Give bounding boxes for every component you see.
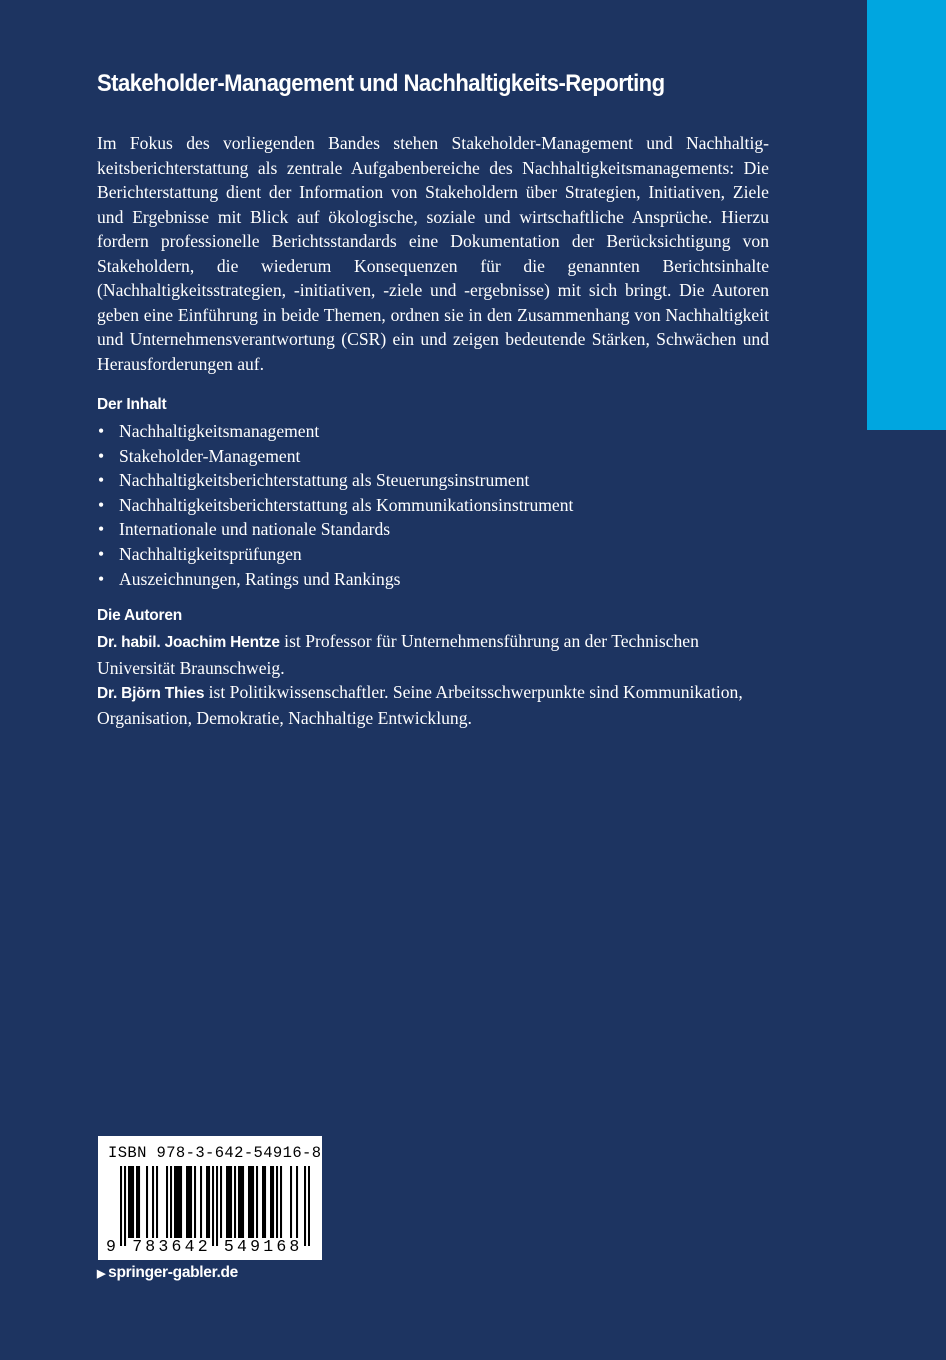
website-text: springer-gabler.de <box>108 1264 239 1281</box>
barcode-bar <box>138 1166 140 1238</box>
intro-paragraph: Im Fokus des vorliegenden Bandes stehen Stakeholder-Management und Nachhaltigkeitsberichterstattung als zentrale Aufgabenbereiche des Nachhaltigkeitsmanagements: Die Berichterstattung dient der Information von Stakeholdern über Strategien, Initiativen, Ziele und Ergebnisse mit Blick auf ökologische, soziale und wirtschaftliche Ansprüche. Hierzu fordern professionelle Berichtsstandards eine Dokumentation der Berücksichtigung von Stakeholdern, die wiederum Konsequenzen für die genannten Berichtsinhalte (Nachhaltigkeitsstrategien, -initiativen, -ziele und -ergebnisse) mit sich bringt. Die Autoren geben eine Einführung in beide Themen, ordnen sie in den Zusammenhang von Nachhaltigkeit und Unternehmensverantwortung (CSR) ein und zeigen bedeutende Stärken, Schwächen und Herausforderungen auf. <box>97 133 769 374</box>
barcode-bar <box>124 1166 126 1246</box>
barcode-bar <box>296 1166 298 1238</box>
book-title: Stakeholder-Management und Nachhaltigkeits-Reporting <box>97 70 665 97</box>
list-item <box>97 444 769 469</box>
list-item-text: Nachhaltigkeitsberichterstattung als Steuerungsinstrument <box>119 470 530 491</box>
author-entry-hentze <box>97 629 769 680</box>
list-item-text: Auszeichnungen, Ratings und Rankings <box>119 568 401 589</box>
barcode-bar <box>186 1166 188 1238</box>
barcode-bar <box>166 1166 168 1238</box>
barcode-bar <box>176 1166 178 1238</box>
contents-list <box>97 419 769 591</box>
barcode-bar <box>216 1166 218 1246</box>
bullet-icon: • <box>98 470 105 491</box>
barcode-bar <box>220 1166 222 1238</box>
barcode-bar <box>206 1166 208 1238</box>
barcode-bar <box>146 1166 148 1238</box>
barcode-bar <box>248 1166 250 1238</box>
bullet-icon: • <box>98 519 105 540</box>
list-item-text: Nachhaltigkeitsmanagement <box>119 421 320 441</box>
isbn-label: ISBN 978-3-642-54916-8 <box>108 1144 322 1162</box>
accent-bar <box>867 0 946 430</box>
barcode-bar <box>252 1166 254 1238</box>
barcode-bar <box>180 1166 182 1238</box>
authors-heading: Die Autoren <box>97 607 183 625</box>
barcode-bar <box>136 1166 138 1238</box>
list-item-text: Nachhaltigkeitsberichterstattung als Kommunikationsinstrument <box>119 494 574 515</box>
barcode-bar <box>178 1166 180 1238</box>
barcode-bar <box>208 1166 210 1238</box>
back-cover-content <box>97 70 769 731</box>
list-item-text: Internationale und nationale Standards <box>119 519 391 540</box>
ean-digits: 9 783642 549168 <box>106 1237 303 1256</box>
barcode-bar <box>234 1166 236 1238</box>
barcode-bar <box>128 1166 130 1238</box>
barcode-bar <box>276 1166 278 1238</box>
author-bio: ist Politikwissenschaftler. Seine Arbeitsschwerpunkte sind Kommunikation, Organisation, Demokratie, Nachhaltige Entwicklung. <box>97 681 743 729</box>
bullet-icon: • <box>98 494 105 515</box>
barcode-bar <box>256 1166 258 1238</box>
author-name: Dr. habil. Joachim Hentze <box>97 634 280 652</box>
contents-heading: Der Inhalt <box>97 396 167 413</box>
barcode-bar <box>262 1166 264 1238</box>
barcode-bar <box>156 1166 158 1238</box>
list-item <box>97 419 769 444</box>
barcode-bar <box>152 1166 154 1238</box>
barcode-bar <box>226 1166 228 1238</box>
list-item <box>97 542 769 567</box>
barcode-bar <box>242 1166 244 1238</box>
barcode-bar <box>190 1166 192 1238</box>
barcode-bar <box>240 1166 242 1238</box>
publisher-website-link[interactable] <box>97 1264 238 1282</box>
barcode-bar <box>308 1166 310 1246</box>
isbn-barcode <box>98 1136 322 1260</box>
barcode-bar <box>212 1166 214 1246</box>
list-item-text: Stakeholder-Management <box>119 445 301 466</box>
barcode-bar <box>174 1166 176 1238</box>
barcode-bar <box>264 1166 266 1238</box>
barcode-bar <box>250 1166 252 1238</box>
author-bio: ist Professor für Unternehmensführung an der Technischen Universität Braunschweig. <box>97 631 699 678</box>
barcode-bar <box>170 1166 172 1238</box>
barcode-bar <box>200 1166 202 1238</box>
barcode-bar <box>120 1166 122 1246</box>
list-item-text: Nachhaltigkeitsprüfungen <box>119 543 302 564</box>
list-item <box>97 468 769 493</box>
barcode-bar <box>272 1166 274 1238</box>
barcode-bar <box>130 1166 132 1238</box>
author-name: Dr. Björn Thies <box>97 684 205 702</box>
barcode-bar <box>270 1166 272 1238</box>
bullet-icon: • <box>98 543 105 564</box>
barcode-bar <box>194 1166 196 1238</box>
barcode-bar <box>238 1166 240 1238</box>
barcode-bar <box>280 1166 282 1238</box>
barcode-bar <box>188 1166 190 1238</box>
author-entry-thies <box>97 680 769 731</box>
barcode-bar <box>230 1166 232 1238</box>
barcode-bar <box>132 1166 134 1238</box>
arrow-right-icon: ▶ <box>97 1267 106 1280</box>
list-item <box>97 567 769 592</box>
bullet-icon: • <box>98 568 105 589</box>
barcode-bar <box>290 1166 292 1238</box>
bullet-icon: • <box>98 421 105 441</box>
list-item <box>97 493 769 518</box>
bullet-icon: • <box>98 445 105 466</box>
list-item <box>97 517 769 542</box>
barcode-bar <box>228 1166 230 1238</box>
barcode-bar <box>304 1166 306 1246</box>
